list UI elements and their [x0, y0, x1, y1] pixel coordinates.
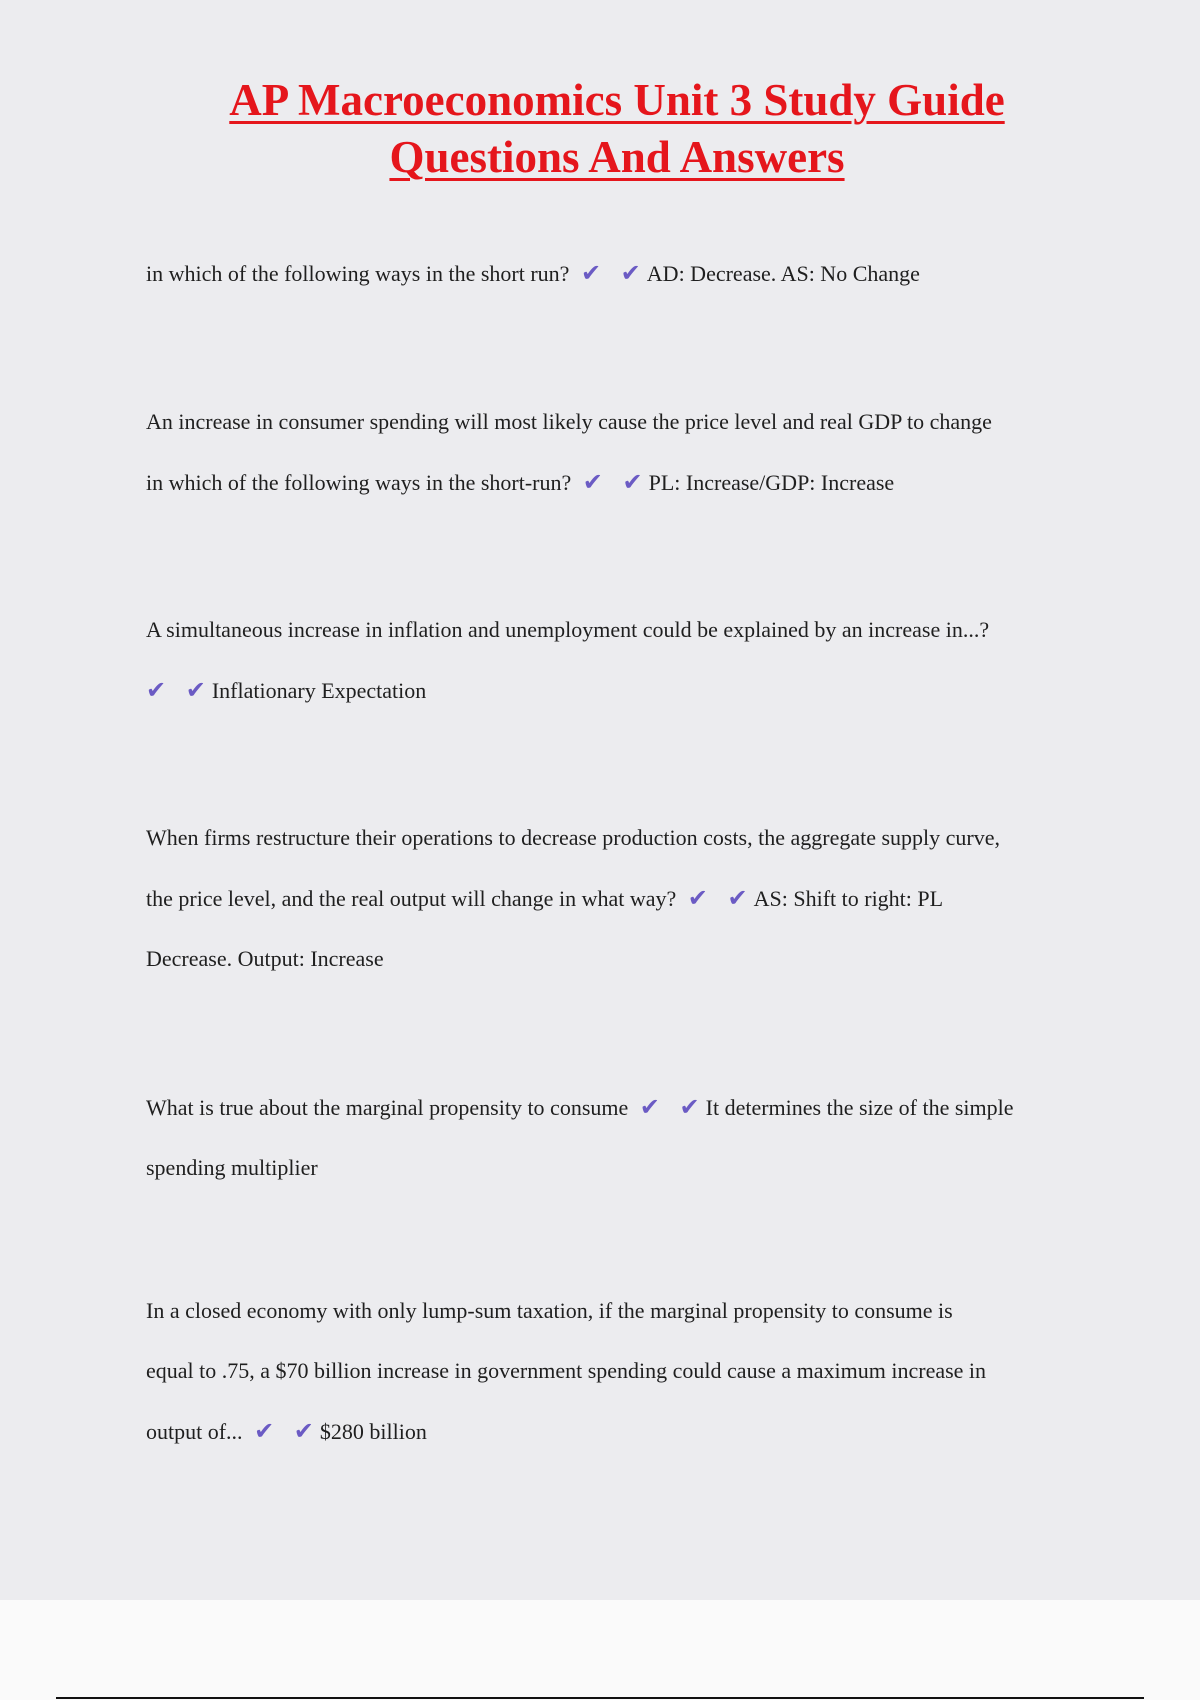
title-line-1: AP Macroeconomics Unit 3 Study Guide: [229, 75, 1005, 125]
double-checkmark-icon: ✔ ✔: [639, 1093, 706, 1121]
answer-text: AD: Decrease. AS: No Change: [646, 261, 920, 286]
double-checkmark-icon: ✔ ✔: [580, 259, 647, 287]
qa-line: [146, 1077, 1106, 1138]
double-checkmark-icon: ✔ ✔: [687, 884, 754, 912]
question-text: the price level, and the real output will change in what way?: [146, 886, 677, 911]
question-text: An increase in consumer spending will most likely cause the price level and real GDP to change: [146, 409, 992, 434]
title-line-2: Questions And Answers: [389, 132, 845, 182]
qa-item-2: [146, 392, 1106, 513]
qa-item-4: [146, 808, 1106, 989]
qa-line: [146, 1401, 1106, 1462]
qa-item-6: [146, 1281, 1106, 1462]
answer-text: AS: Shift to right: PL: [753, 886, 944, 911]
answer-text: PL: Increase/GDP: Increase: [648, 470, 895, 495]
qa-line: [146, 452, 1106, 513]
document-title: [0, 72, 1200, 186]
question-text: in which of the following ways in the short-run?: [146, 470, 572, 495]
footer-divider: [56, 1697, 1144, 1699]
qa-item-1: [146, 243, 1106, 304]
answer-text: Inflationary Expectation: [211, 678, 427, 703]
double-checkmark-icon: ✔ ✔: [146, 676, 212, 704]
qa-line: [146, 660, 1106, 721]
question-text: in which of the following ways in the short run?: [146, 261, 570, 286]
qa-item-5: [146, 1077, 1106, 1198]
question-text: A simultaneous increase in inflation and unemployment could be explained by an increase in...?: [146, 617, 990, 642]
answer-text: $280 billion: [319, 1419, 427, 1444]
question-text: When firms restructure their operations to decrease production costs, the aggregate supply curve,: [146, 825, 1001, 850]
answer-text: It determines the size of the simple: [705, 1095, 1014, 1120]
qa-line: [146, 868, 1106, 929]
page-footer-band: [0, 1600, 1200, 1700]
question-text: In a closed economy with only lump-sum taxation, if the marginal propensity to consume is: [146, 1298, 953, 1323]
question-text: equal to .75, a $70 billion increase in government spending could cause a maximum increase in: [146, 1358, 987, 1383]
answer-text: Decrease. Output: Increase: [146, 946, 384, 971]
double-checkmark-icon: ✔ ✔: [254, 1417, 320, 1445]
question-text: What is true about the marginal propensity to consume: [146, 1095, 629, 1120]
double-checkmark-icon: ✔ ✔: [582, 468, 649, 496]
qa-item-3: [146, 600, 1106, 721]
question-text: output of...: [146, 1419, 243, 1444]
qa-line: [146, 243, 1106, 304]
answer-text: spending multiplier: [146, 1155, 318, 1180]
